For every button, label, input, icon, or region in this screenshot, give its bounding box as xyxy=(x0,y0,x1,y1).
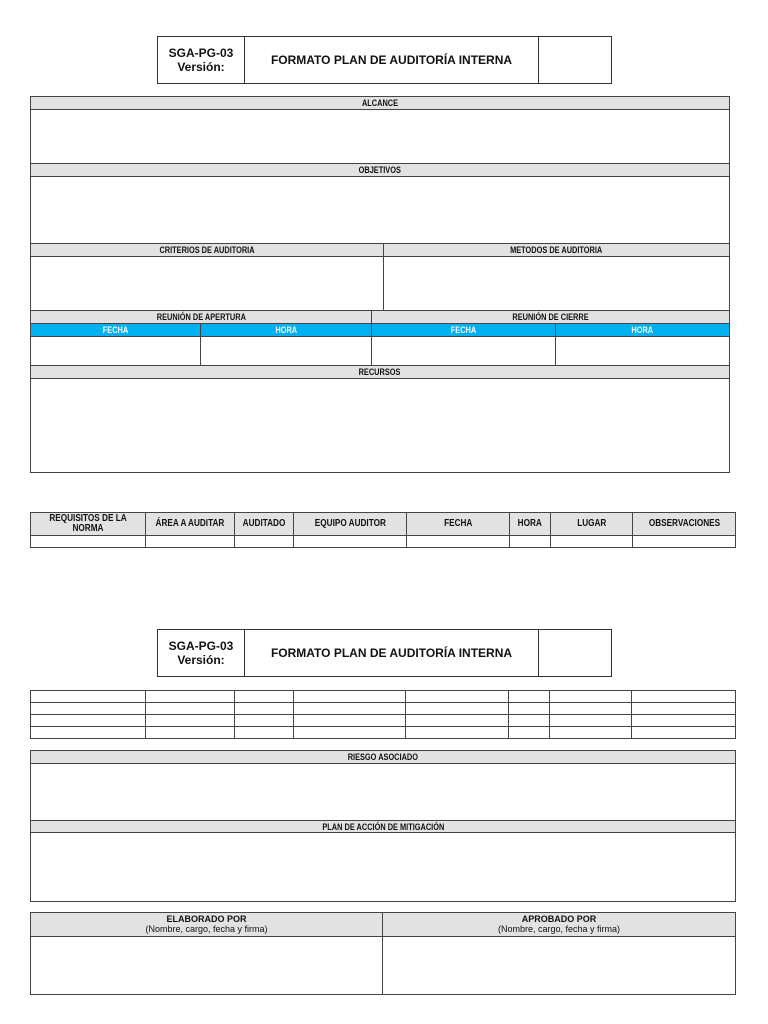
col-equipo: EQUIPO AUDITOR xyxy=(293,512,407,536)
cierre-hora-header: HORA xyxy=(555,323,730,337)
doc-version: Versión: xyxy=(177,653,225,667)
cierre-hora-field[interactable] xyxy=(555,336,730,366)
table-row-cell[interactable] xyxy=(30,535,146,548)
doc-code-block xyxy=(158,630,245,676)
table-row xyxy=(31,715,736,727)
section-apertura-header: REUNIÓN DE APERTURA xyxy=(30,310,372,324)
table-row xyxy=(31,727,736,739)
cierre-fecha-field[interactable] xyxy=(371,336,556,366)
aprobado-subtitle: (Nombre, cargo, fecha y firma) xyxy=(497,924,621,934)
col-fecha: FECHA xyxy=(406,512,510,536)
doc-version: Versión: xyxy=(177,60,225,74)
logo-cell xyxy=(539,630,611,676)
elaborado-title: ELABORADO POR xyxy=(166,914,247,924)
section-criterios-body[interactable] xyxy=(30,256,384,311)
col-auditado: AUDITADO xyxy=(234,512,294,536)
doc-title-text: FORMATO PLAN DE AUDITORÍA INTERNA xyxy=(270,646,513,660)
table-row-cell[interactable] xyxy=(293,535,407,548)
col-requisitos: REQUISITOS DE LA NORMA xyxy=(30,512,146,536)
schedule-table xyxy=(30,512,736,549)
section-objetivos-header: OBJETIVOS xyxy=(30,163,730,177)
col-hora: HORA xyxy=(509,512,551,536)
table-row-cell[interactable] xyxy=(550,535,633,548)
page1-header xyxy=(157,36,612,84)
section-objetivos-body[interactable] xyxy=(30,176,730,244)
section-cierre-header: REUNIÓN DE CIERRE xyxy=(371,310,730,324)
section-recursos-body[interactable] xyxy=(30,378,730,473)
table-row xyxy=(31,691,736,703)
section-metodos-header: METODOS DE AUDITORIA xyxy=(383,243,730,257)
table-row-cell[interactable] xyxy=(406,535,510,548)
section-criterios-header: CRITERIOS DE AUDITORIA xyxy=(30,243,384,257)
apertura-fecha-field[interactable] xyxy=(30,336,201,366)
table-row-cell[interactable] xyxy=(509,535,551,548)
table-row xyxy=(31,703,736,715)
section-metodos-body[interactable] xyxy=(383,256,730,311)
doc-code-block xyxy=(158,37,245,83)
elaborado-subtitle: (Nombre, cargo, fecha y firma) xyxy=(145,924,268,934)
col-observaciones: OBSERVACIONES xyxy=(632,512,736,536)
col-area: ÁREA A AUDITAR xyxy=(145,512,235,536)
aprobado-title: APROBADO POR xyxy=(521,914,597,924)
doc-title xyxy=(245,37,539,83)
cierre-fecha-header: FECHA xyxy=(371,323,556,337)
section-alcance-header: ALCANCE xyxy=(30,96,730,110)
section-plan-header: PLAN DE ACCIÓN DE MITIGACIÓN xyxy=(30,820,736,833)
section-alcance-body[interactable] xyxy=(30,109,730,164)
col-lugar: LUGAR xyxy=(550,512,633,536)
aprobado-header xyxy=(382,912,736,937)
doc-code: SGA-PG-03 xyxy=(168,639,234,653)
doc-title xyxy=(245,630,539,676)
doc-code: SGA-PG-03 xyxy=(168,46,234,60)
elaborado-signature-field[interactable] xyxy=(30,936,383,995)
section-plan-body[interactable] xyxy=(30,832,736,902)
elaborado-header xyxy=(30,912,383,937)
section-riesgo-body[interactable] xyxy=(30,763,736,821)
section-riesgo-header: RIESGO ASOCIADO xyxy=(30,750,736,764)
doc-title-text: FORMATO PLAN DE AUDITORÍA INTERNA xyxy=(270,53,513,67)
schedule-continuation-table xyxy=(30,690,736,739)
page2-header xyxy=(157,629,612,677)
table-row-cell[interactable] xyxy=(234,535,294,548)
apertura-fecha-header: FECHA xyxy=(30,323,201,337)
apertura-hora-header: HORA xyxy=(200,323,372,337)
section-recursos-header: RECURSOS xyxy=(30,365,730,379)
table-row-cell[interactable] xyxy=(632,535,736,548)
aprobado-signature-field[interactable] xyxy=(382,936,736,995)
table-row-cell[interactable] xyxy=(145,535,235,548)
apertura-hora-field[interactable] xyxy=(200,336,372,366)
logo-cell xyxy=(539,37,611,83)
